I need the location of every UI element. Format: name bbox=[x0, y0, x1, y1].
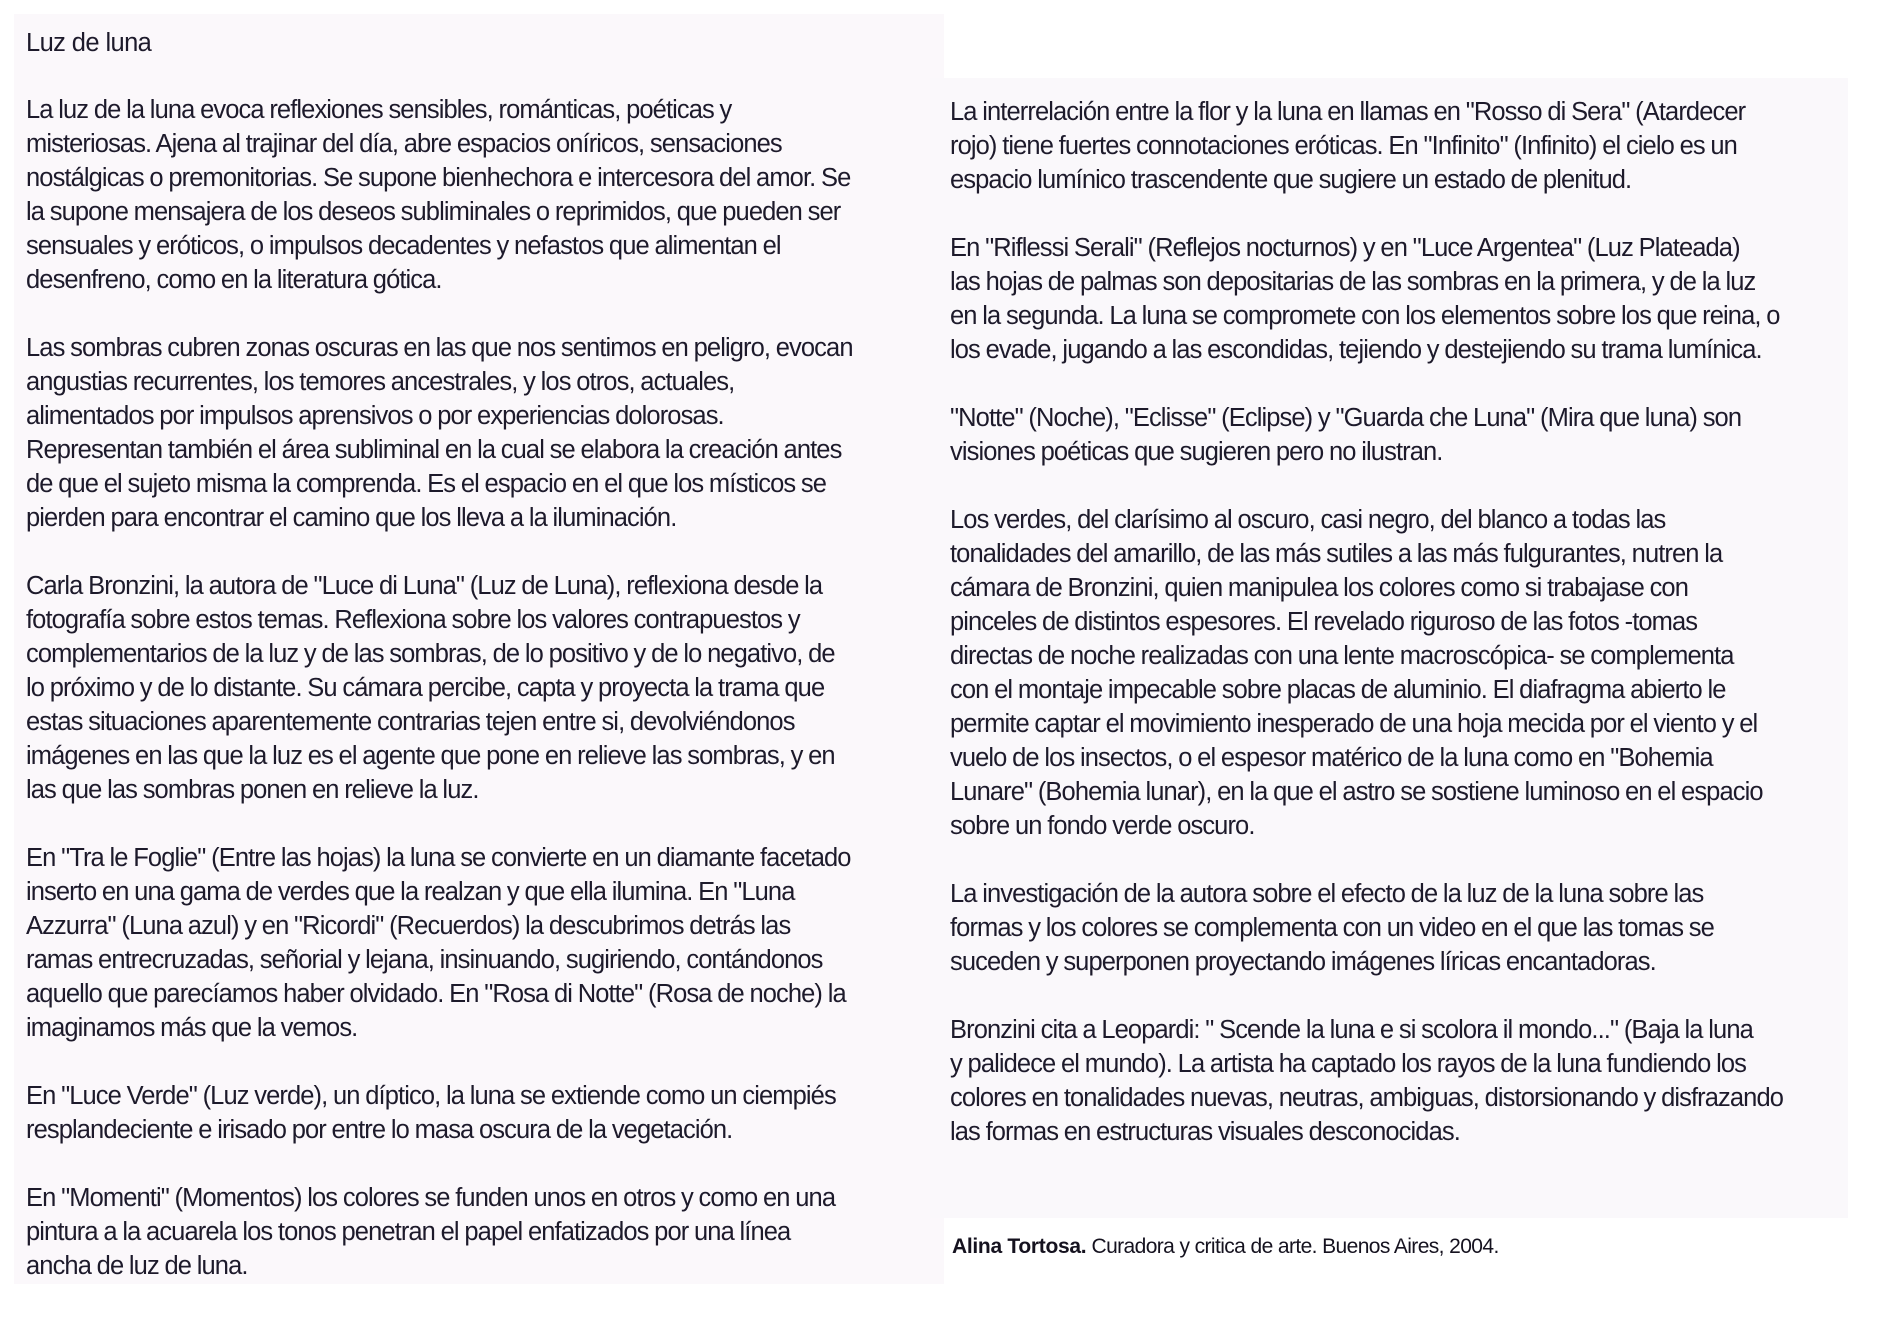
paragraph-shadows: Las sombras cubren zonas oscuras en las que nos sentimos en peligro, evocan angustias recurrentes, los temores ancestrales, y los otros, actuales, alimentados por impulsos aprensivos o por experiencias dolorosas. Representan también el área subliminal en la cual se elabora la creación antes de que el sujeto misma la comprenda. Es el espacio en el que los místicos se pierden para encontrar el camino que los lleva a la iluminación. bbox=[26, 334, 853, 532]
document-title: Luz de luna bbox=[26, 29, 152, 57]
signature-author: Alina Tortosa. bbox=[952, 1235, 1087, 1258]
paragraph-notte: "Notte" (Noche), "Eclisse" (Eclipse) y "Guarda che Luna" (Mira que luna) son visiones poéticas que sugieren pero no ilustran. bbox=[950, 404, 1742, 466]
paragraph-momenti: En "Momenti" (Momentos) los colores se funden unos en otros y como en una pintura a la acuarela los tonos penetran el papel enfatizados por una línea ancha de luz de luna. bbox=[26, 1184, 836, 1280]
paragraph-investigacion: La investigación de la autora sobre el efecto de la luz de la luna sobre las formas y los colores se complementa con un video en el que las tomas se suceden y superponen proyectando imágenes líricas encantadoras. bbox=[950, 880, 1714, 976]
paragraph-bronzini: Carla Bronzini, la autora de "Luce di Luna" (Luz de Luna), reflexiona desde la fotografía sobre estos temas. Reflexiona sobre los valores contrapuestos y complementarios de la luz y de las sombras, de lo positivo y de lo negativo, de lo próximo y de lo distante. Su cámara percibe, capta y proyecta la trama que estas situaciones aparentemente contrarias tejen entre si, devolviéndonos imágenes en las que la luz es el agente que pone en relieve las sombras, y en las que las sombras ponen en relieve la luz. bbox=[26, 572, 835, 804]
left-column bbox=[26, 93, 926, 1317]
paragraph-intro: La luz de la luna evoca reflexiones sensibles, románticas, poéticas y misteriosas. Ajena al trajinar del día, abre espacios oníricos, sensaciones nostálgicas o premonitorias. Se supone bienhechora e intercesora del amor. Se la supone mensajera de los deseos subliminales o reprimidos, que pueden ser sensuales y eróticos, o impulsos decadentes y nefastos que alimentan el desenfreno, como en la literatura gótica. bbox=[26, 96, 851, 294]
paragraph-verdes: Los verdes, del clarísimo al oscuro, casi negro, del blanco a todas las tonalidades del amarillo, de las más sutiles a las más fulgurantes, nutren la cámara de Bronzini, quien manipulea los colores como si trabajase con pinceles de distintos espesores. El revelado riguroso de las fotos -tomas directas de noche realizadas con una lente macroscópica- se complementa con el montaje impecable sobre placas de aluminio. El diafragma abierto le permite captar el movimiento inesperado de una hoja mecida por el viento y el vuelo de los insectos, o el espesor matérico de la luna como en "Bohemia Lunare" (Bohemia lunar), en la que el astro se sostiene luminoso en el espacio sobre un fondo verde oscuro. bbox=[950, 506, 1763, 840]
right-column bbox=[950, 95, 1850, 1183]
signature bbox=[952, 1233, 1499, 1261]
paragraph-luce-verde: En "Luce Verde" (Luz verde), un díptico, la luna se extiende como un ciempiés resplandeciente e irisado por entre lo masa oscura de la vegetación. bbox=[26, 1082, 836, 1144]
paragraph-rosso-di-sera: La interrelación entre la flor y la luna en llamas en "Rosso di Sera" (Atardecer rojo) tiene fuertes connotaciones eróticas. En "Infinito" (Infinito) el cielo es un espacio lumínico trascendente que sugiere un estado de plenitud. bbox=[950, 98, 1746, 194]
paragraph-tra-le-foglie: En "Tra le Foglie" (Entre las hojas) la luna se convierte en un diamante facetado inserto en una gama de verdes que la realzan y que ella ilumina. En "Luna Azzurra" (Luna azul) y en "Ricordi" (Recuerdos) la descubrimos detrás las ramas entrecruzadas, señorial y lejana, insinuando, sugiriendo, contándonos aquello que parecíamos haber olvidado. En "Rosa di Notte" (Rosa de noche) la imaginamos más que la vemos. bbox=[26, 844, 851, 1042]
signature-description: Curadora y critica de arte. Buenos Aires, 2004. bbox=[1086, 1235, 1499, 1258]
paragraph-leopardi: Bronzini cita a Leopardi: " Scende la luna e si scolora il mondo..." (Baja la luna y palidece el mundo). La artista ha captado los rayos de la luna fundiendo los colores en tonalidades nuevas, neutras, ambiguas, distorsionando y disfrazando las formas en estructuras visuales desconocidas. bbox=[950, 1016, 1784, 1146]
paragraph-riflessi-serali: En "Riflessi Serali" (Reflejos nocturnos) y en "Luce Argentea" (Luz Plateada) las hojas de palmas son depositarias de las sombras en la primera, y de la luz en la segunda. La luna se compromete con los elementos sobre los que reina, o los evade, jugando a las escondidas, tejiendo y destejiendo su trama lumínica. bbox=[950, 234, 1780, 364]
